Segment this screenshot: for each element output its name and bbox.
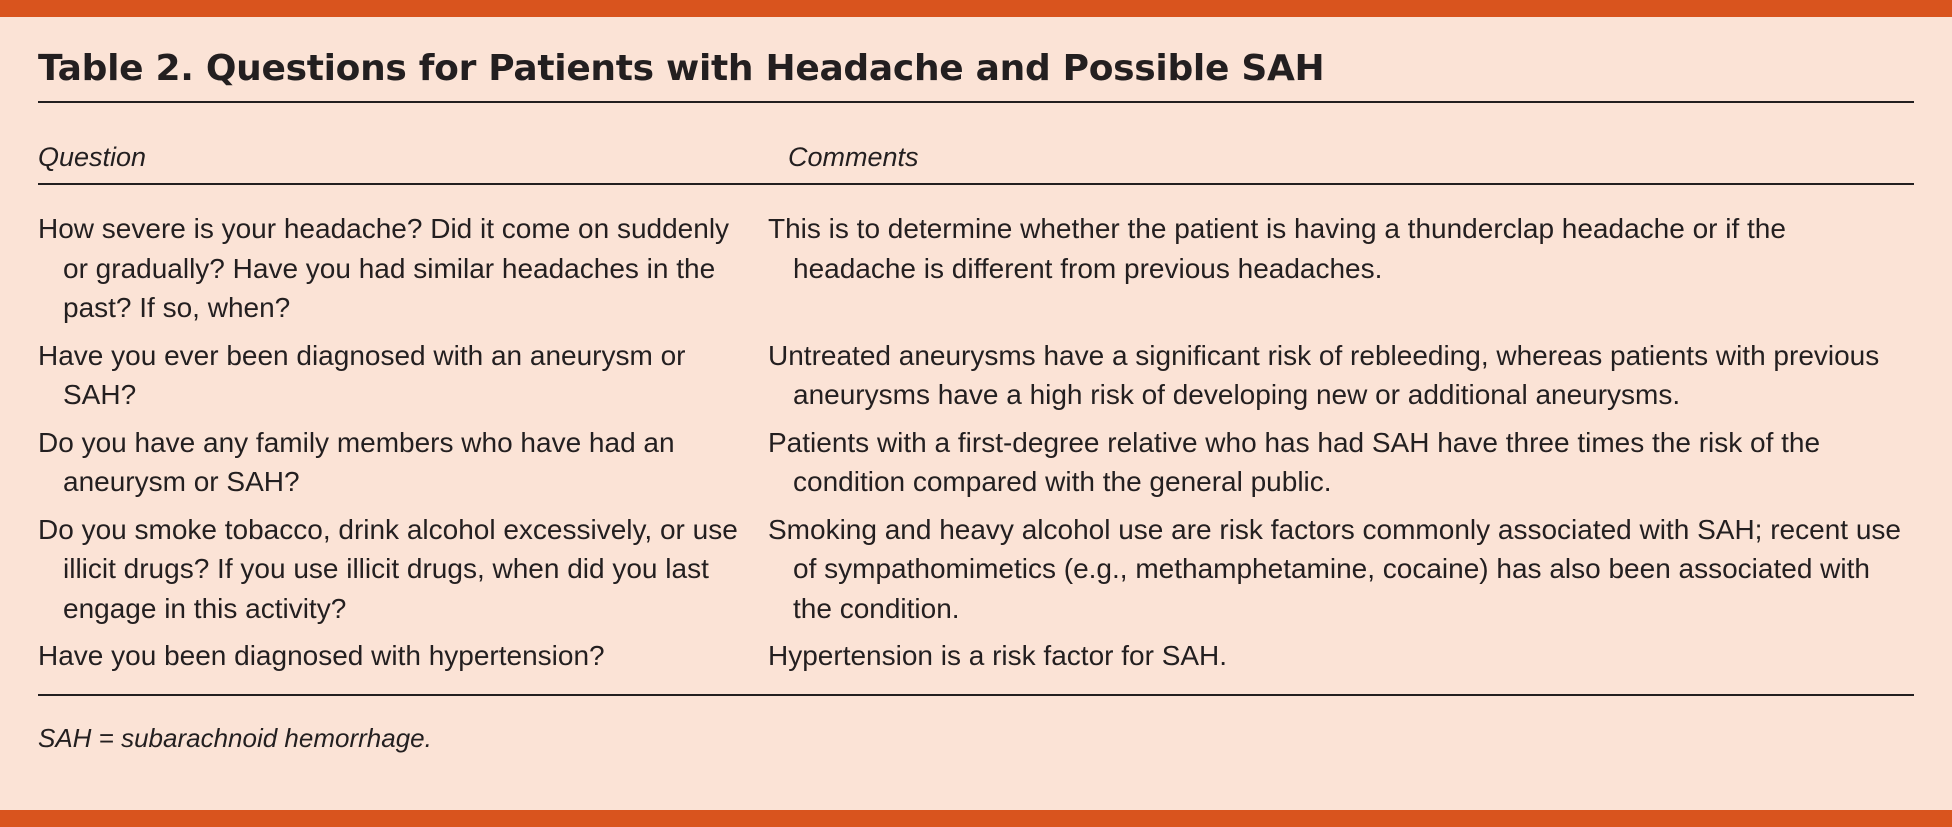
table-footnote: SAH = subarachnoid hemorrhage. [38, 722, 432, 753]
comment-cell: Smoking and heavy alcohol use are risk factors commonly associated with SAH; recent use of sympathomimetics (e.g., methamphetamine, cocaine) has also been associated with the condition. [768, 513, 1901, 624]
question-cell: Have you ever been diagnosed with an aneurysm or SAH? [38, 339, 686, 410]
question-cell: Do you smoke tobacco, drink alcohol excessively, or use illicit drugs? If you use illicit drugs, when did you last engage in this activity? [38, 513, 738, 624]
table-title: Table 2. Questions for Patients with Headache and Possible SAH [38, 48, 1325, 89]
table-row [38, 336, 1914, 415]
comment-cell: Untreated aneurysms have a significant risk of rebleeding, whereas patients with previous aneurysms have a high risk of developing new or additional aneurysms. [768, 339, 1880, 410]
table-header-row [38, 103, 1914, 183]
comment-cell: This is to determine whether the patient is having a thunderclap headache or if the headache is different from previous headaches. [768, 213, 1786, 284]
table-row [38, 510, 1914, 629]
question-cell: Have you been diagnosed with hypertension? [38, 640, 605, 671]
bottom-accent-bar [0, 810, 1952, 827]
comment-cell: Hypertension is a risk factor for SAH. [768, 640, 1228, 671]
header-comments: Comments [788, 142, 919, 172]
table-container [38, 17, 1914, 758]
question-cell: Do you have any family members who have had an aneurysm or SAH? [38, 426, 675, 497]
table-body [38, 185, 1914, 694]
table-row [38, 636, 1914, 676]
header-question: Question [38, 142, 147, 172]
comment-cell: Patients with a first-degree relative who has had SAH have three times the risk of the condition compared with the general public. [768, 426, 1821, 497]
question-cell: How severe is your headache? Did it come on suddenly or gradually? Have you had similar headaches in the past? If so, when? [38, 213, 730, 323]
table-row [38, 423, 1914, 502]
table-row [38, 209, 1914, 328]
top-accent-bar [0, 0, 1952, 17]
